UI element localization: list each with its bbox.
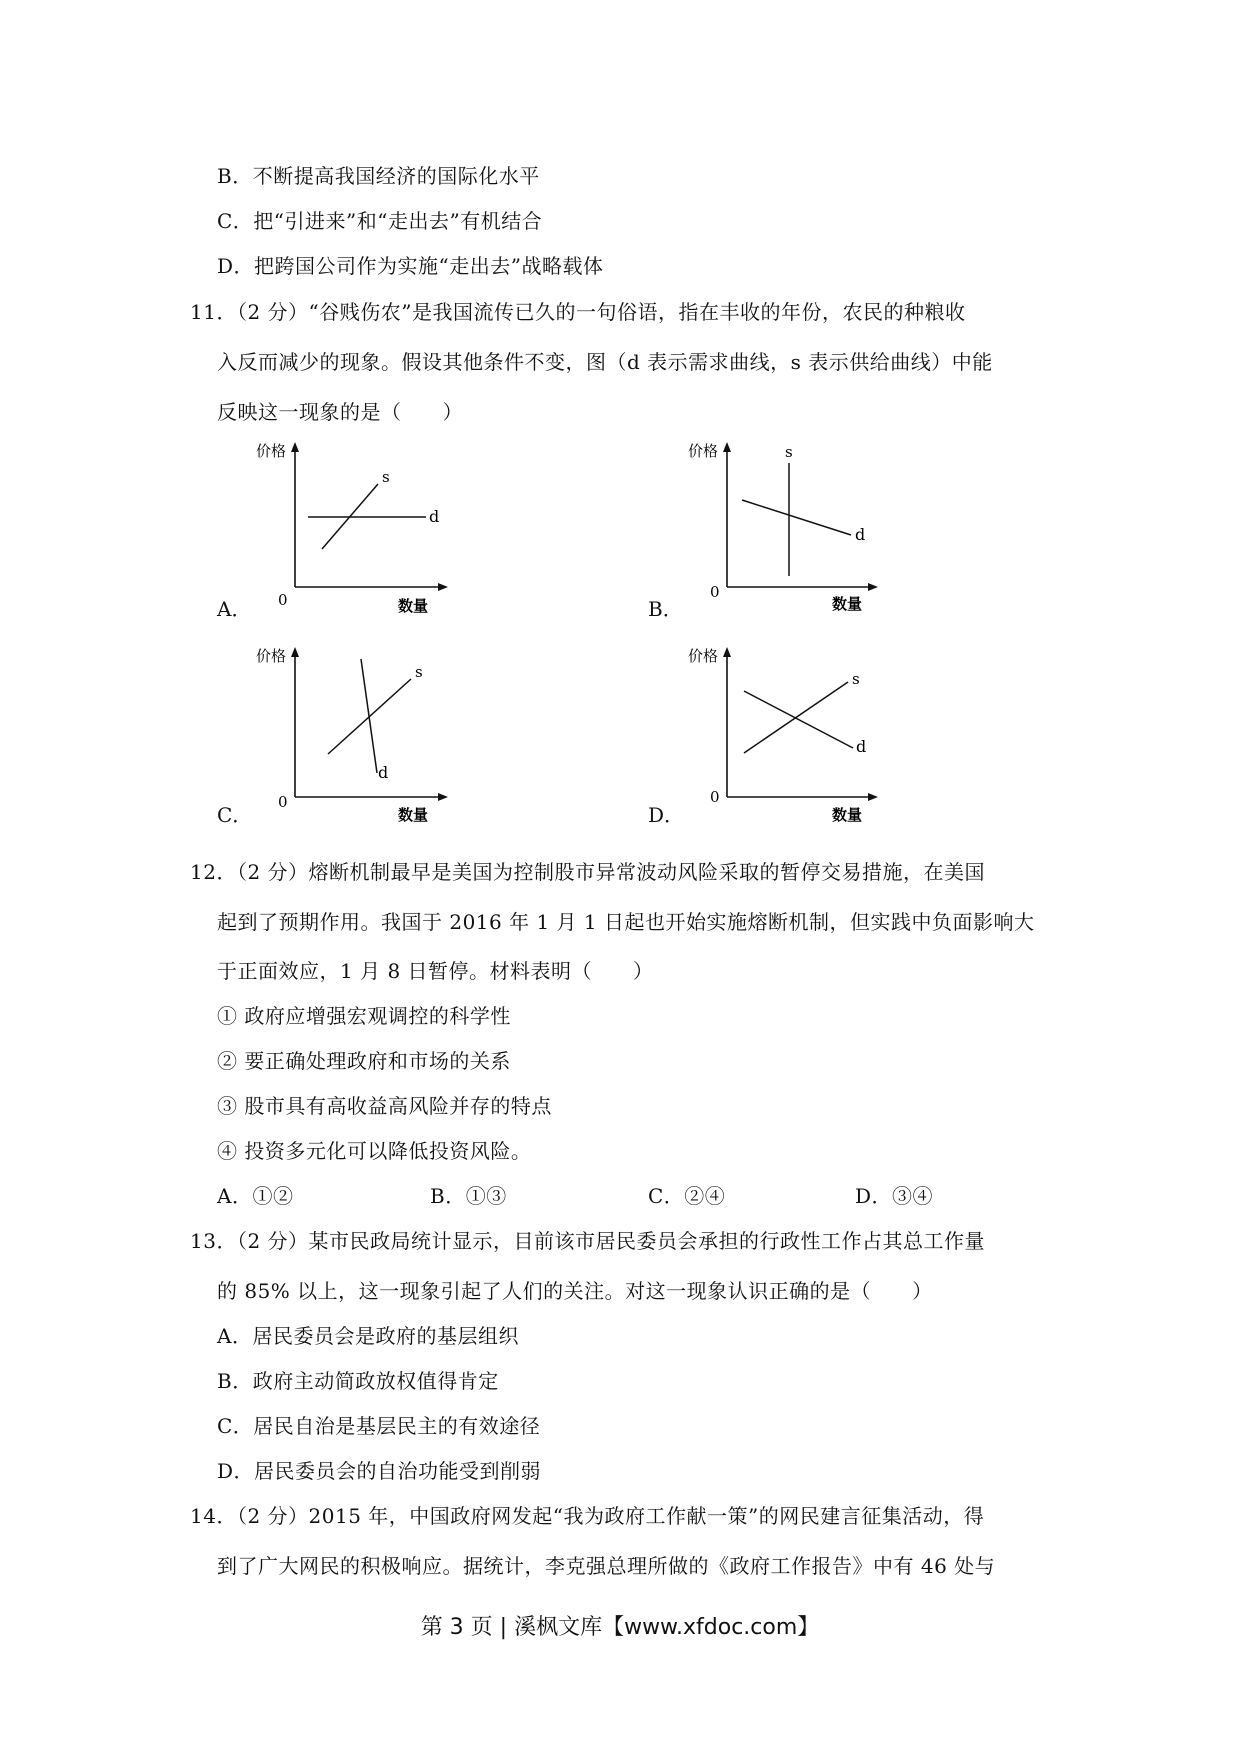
chart-c-xlabel: 数量 <box>398 806 429 824</box>
q12-statement-1: ① 政府应增强宏观调控的科学性 <box>217 1004 511 1028</box>
q13-option-b: B．政府主动简政放权值得肯定 <box>217 1369 499 1393</box>
chart-a-s-label: s <box>382 468 390 486</box>
chart-d-s-label: s <box>852 670 860 688</box>
chart-d-xlabel: 数量 <box>832 806 863 824</box>
chart-b-xlabel: 数量 <box>832 595 863 613</box>
q12-stem-line1: 12．（2 分）熔断机制最早是美国为控制股市异常波动风险采取的暂停交易措施，在美国 <box>190 860 986 884</box>
q13-stem-line1: 13．（2 分）某市民政局统计显示，目前该市居民委员会承担的行政性工作占其总工作量 <box>190 1229 986 1253</box>
q11-option-c-label: C． <box>217 803 253 827</box>
chart-d-d-label: d <box>856 737 867 756</box>
q10-option-d: D．把跨国公司作为实施“走出去”战略载体 <box>217 254 604 278</box>
q13-option-d: D．居民委员会的自治功能受到削弱 <box>217 1459 542 1483</box>
q11-stem-line1: 11．（2 分）“谷贱伤农”是我国流传已久的一句俗语，指在丰收的年份，农民的种粮收 <box>190 300 966 324</box>
q12-option-c: C．②④ <box>648 1184 726 1208</box>
q14-stem-line1: 14．（2 分）2015 年，中国政府网发起“我为政府工作献一策”的网民建言征集活动，得 <box>190 1504 985 1528</box>
chart-c-d-label: d <box>378 763 389 782</box>
chart-a-origin: 0 <box>278 591 288 609</box>
chart-a-xlabel: 数量 <box>398 597 429 615</box>
q11-stem-line2: 入反而减少的现象。假设其他条件不变，图（d 表示需求曲线，s 表示供给曲线）中能 <box>217 350 993 374</box>
chart-b-origin: 0 <box>710 583 720 601</box>
q11-option-d-label: D． <box>648 803 685 827</box>
chart-d-ylabel: 价格 <box>688 647 719 665</box>
q13-stem-line2: 的 85% 以上，这一现象引起了人们的关注。对这一现象认识正确的是（ ） <box>217 1279 933 1303</box>
q13-option-a: A．居民委员会是政府的基层组织 <box>217 1324 519 1348</box>
chart-b-d-label: d <box>855 525 866 544</box>
q11-stem-line3: 反映这一现象的是（ ） <box>217 400 463 424</box>
chart-b-ylabel: 价格 <box>688 442 719 460</box>
q13-option-c: C．居民自治是基层民主的有效途径 <box>217 1414 541 1438</box>
q12-stem-line2: 起到了预期作用。我国于 2016 年 1 月 1 日起也开始实施熔断机制，但实践中负面影响大 <box>217 910 1035 934</box>
chart-d-demand-line <box>744 691 853 748</box>
q10-option-b: B．不断提高我国经济的国际化水平 <box>217 164 540 188</box>
q12-statement-3: ③ 股市具有高收益高风险并存的特点 <box>217 1094 552 1118</box>
chart-a-ylabel: 价格 <box>256 442 287 460</box>
q12-option-a: A．①② <box>217 1184 294 1208</box>
q11-chart-a <box>250 440 450 620</box>
q14-stem-line2: 到了广大网民的积极响应。据统计，李克强总理所做的《政府工作报告》中有 46 处与 <box>217 1554 996 1578</box>
q11-chart-c <box>250 645 450 825</box>
q12-statement-4: ④ 投资多元化可以降低投资风险。 <box>217 1139 532 1163</box>
q11-option-a-label: A． <box>217 597 252 621</box>
page-footer: 第 3 页 | 溪枫文库【www.xfdoc.com】 <box>420 1615 820 1640</box>
q12-stem-line3: 于正面效应，1 月 8 日暂停。材料表明（ ） <box>217 959 654 983</box>
q10-option-c: C．把“引进来”和“走出去”有机结合 <box>217 209 543 233</box>
chart-c-demand-line <box>361 659 377 773</box>
chart-b-demand-line <box>742 500 851 535</box>
chart-a-d-label: d <box>429 507 440 526</box>
q12-option-d: D．③④ <box>855 1184 934 1208</box>
q12-statement-2: ② 要正确处理政府和市场的关系 <box>217 1049 511 1073</box>
q12-option-b: B．①③ <box>430 1184 507 1208</box>
chart-c-s-label: s <box>415 663 423 681</box>
q11-option-b-label: B． <box>648 597 683 621</box>
chart-b-s-label: s <box>785 443 793 461</box>
chart-c-ylabel: 价格 <box>256 647 287 665</box>
q11-chart-b <box>680 440 880 620</box>
q11-chart-d <box>680 645 880 825</box>
chart-c-origin: 0 <box>278 793 288 811</box>
chart-d-origin: 0 <box>710 788 720 806</box>
